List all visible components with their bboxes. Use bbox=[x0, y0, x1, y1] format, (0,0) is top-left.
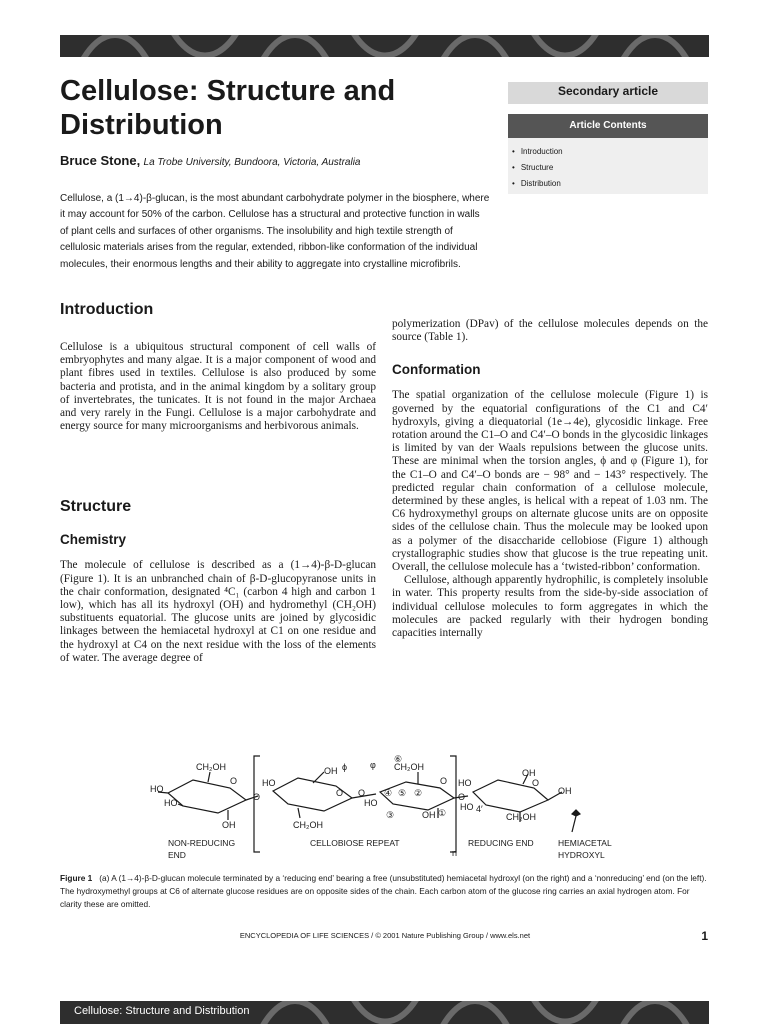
link2-o: O bbox=[358, 788, 366, 798]
phi-1: ϕ bbox=[342, 762, 348, 772]
hemiacetal-oh: OH bbox=[558, 786, 572, 796]
contents-item-introduction[interactable]: • Introduction bbox=[512, 144, 708, 160]
c4-label: ④ bbox=[384, 788, 393, 798]
ring1-ho-top: HO bbox=[150, 784, 164, 794]
cellulose-structure-figure bbox=[148, 748, 618, 866]
chemistry-heading: Chemistry bbox=[60, 532, 127, 548]
header-decorative-band bbox=[60, 35, 709, 57]
repeat-n: n bbox=[452, 848, 458, 858]
non-reducing-label-2: END bbox=[168, 850, 186, 860]
c5-label: ⑤ bbox=[398, 788, 407, 798]
chemistry-text: The molecule of cellulose is described as a (1→4)-β-D-glucan (Figure 1). It is an unbranched chain of β-D-glucopyranose units in the chair conformation, designated ⁴C₁ (carbon 4 high and carbon 1 low), which has all its hydroxyl (OH) and hydromethyl (CH₂OH) substituents equatorial. The glucose units are joined by glycosidic linkages between the hemiacetal hydroxyl at C1 on one residue and the hydroxyl at C4 on the next residue with the loss of the elements of water. The average degree of bbox=[60, 559, 376, 664]
ring2-ch2oh: CH₂OH bbox=[293, 820, 323, 830]
c3-label: ③ bbox=[386, 810, 395, 820]
article-title bbox=[60, 74, 490, 142]
ring3-ho: HO bbox=[364, 798, 378, 808]
conformation-text-1: The spatial organization of the cellulose molecule (Figure 1) is governed by the equatorial configurations of the C1 and C4′ hydroxyls, giving a diequatorial (1e→4e), glycosidic linkage. Free rotation around the C1–O and C4′–O bonds in the glycosidic linkages is limited by van der Waals repulsions between the glucose units. These are minimal when the torsion angles, ϕ and φ (Figure 1), for the C1–O and C4′–O bonds are − 98° and − 143° respectively. The predicted regular chain conformation of a cellulose molecule, determined by these angles, is helical with a repeat of 1.03 nm. The C6 hydroxymethyl groups on alternate glucose units are on opposite sides of the cellulose chain. Thus the molecule may be looked upon as a polymer of the disaccharide cellobiose (Figure 1) although crystallographic studies show that glucose is the true repeating unit. Overall, the cellulose molecule has a ‘twisted-ribbon’ conformation. bbox=[392, 389, 708, 574]
non-reducing-label-1: NON-REDUCING bbox=[168, 838, 236, 848]
ring4-ch2oh: CH₂OH bbox=[506, 812, 536, 822]
caption-label: Figure 1 bbox=[60, 873, 93, 883]
reducing-end-label: REDUCING END bbox=[468, 838, 534, 848]
structure-heading: Structure bbox=[60, 498, 132, 516]
footer-decorative-band bbox=[60, 1001, 709, 1024]
cellobiose-repeat-label: CELLOBIOSE REPEAT bbox=[310, 838, 400, 848]
ring4-o: O bbox=[532, 778, 540, 788]
ring2-o: O bbox=[336, 788, 344, 798]
ring4-ho: HO bbox=[458, 778, 472, 788]
ring1-ch2oh: CH₂OH bbox=[196, 762, 226, 772]
caption-text: (a) A (1→4)-β-D-glucan molecule terminated by a ‘reducing end’ bearing a free (unsubstituted) hemiacetal hydroxyl (on the right) and a ‘nonreducing’ end (on the left). The hydroxymethyl groups at C6 of alternate glucose residues are on opposite sides of the chain. Each carbon atom of the glucose ring carries an axial hydrogen atom. For clarity these are omitted. bbox=[60, 873, 707, 909]
author-name: Bruce Stone, bbox=[60, 153, 141, 168]
contents-title: Article Contents bbox=[508, 114, 708, 138]
introduction-text: Cellulose is a ubiquitous structural component of cell walls of embryophytes and many algae. It is a major component of wood and plant fibres used in textiles. Cellulose is also produced by some bacteria and protista, and in the animal kingdom by a solitary group of invertebrates, the tunicates. It is not found in the major Archaea and very rarely in the Fungi. Cellulose is a major carbohydrate and energy source for many microorganisms and herbivorous animals. bbox=[60, 341, 376, 433]
author-line bbox=[60, 153, 360, 168]
title-line-2: Distribution bbox=[60, 109, 223, 141]
conformation-text-2: Cellulose, although apparently hydrophilic, is completely insoluble in water. This property results from the side-by-side association of individual cellulose molecules to form aggregates in which the molecules are packed regularly with their hydrogen bonding capacities internally bbox=[392, 574, 708, 640]
c6-label: ⑥ bbox=[394, 754, 403, 764]
band-pattern bbox=[60, 35, 709, 57]
ring2-ho: HO bbox=[262, 778, 276, 788]
footer-text: ENCYCLOPEDIA OF LIFE SCIENCES / © 2001 Nature Publishing Group / www.els.net bbox=[239, 931, 531, 940]
introduction-heading: Introduction bbox=[60, 301, 154, 318]
link3-o: O bbox=[458, 792, 466, 802]
four-prime-label: 4′ bbox=[476, 804, 483, 814]
continued-text: polymerization (DPav) of the cellulose molecules depends on the source (Table 1). bbox=[392, 318, 708, 344]
contents-item-distribution[interactable]: • Distribution bbox=[512, 176, 708, 192]
article-contents-box bbox=[508, 114, 708, 194]
ring3-oh: OH bbox=[422, 810, 436, 820]
figure-caption bbox=[60, 872, 710, 911]
ring4-ho-bottom: HO bbox=[460, 802, 474, 812]
running-title: Cellulose: Structure and Distribution bbox=[74, 1005, 250, 1017]
ring4-oh-top: OH bbox=[522, 768, 536, 778]
c2-label: ② bbox=[414, 788, 423, 798]
ring1-o: O bbox=[230, 776, 238, 786]
contents-list bbox=[508, 138, 708, 192]
contents-item-structure[interactable]: • Structure bbox=[512, 160, 708, 176]
article-type-label: Secondary article bbox=[557, 84, 659, 98]
phi-2: φ bbox=[370, 760, 376, 770]
right-column bbox=[392, 318, 708, 640]
c1-label: ① bbox=[438, 808, 447, 818]
title-line-1: Cellulose: Structure and bbox=[60, 75, 396, 107]
ring3-o: O bbox=[440, 776, 448, 786]
page-number: 1 bbox=[701, 929, 708, 943]
ring2-oh: OH bbox=[324, 766, 338, 776]
article-type-box bbox=[508, 82, 708, 104]
ring1-oh: OH bbox=[222, 820, 236, 830]
conformation-heading: Conformation bbox=[392, 362, 481, 378]
hemiacetal-label-2: HYDROXYL bbox=[558, 850, 605, 860]
link1-o: O bbox=[253, 792, 261, 802]
ring3-ch2oh: CH₂OH bbox=[394, 762, 424, 772]
left-column bbox=[60, 300, 376, 665]
author-affiliation: La Trobe University, Bundoora, Victoria, Australia bbox=[143, 157, 361, 168]
ring1-ho-bottom: HO bbox=[164, 798, 178, 808]
hemiacetal-label-1: HEMIACETAL bbox=[558, 838, 612, 848]
abstract: Cellulose, a (1→4)-β-glucan, is the most abundant carbohydrate polymer in the biosphere, where it may account for 50% of the carbon. Cellulose has a structural and protective function in walls of plant cells and surfaces of other organisms. The insolubility and high textile strength of cellulosic materials arises from the regular, extended, ribbon-like conformation of the individual molecules, their enormous lengths and their ability to aggregate into crystalline microfibrils. bbox=[60, 193, 490, 270]
